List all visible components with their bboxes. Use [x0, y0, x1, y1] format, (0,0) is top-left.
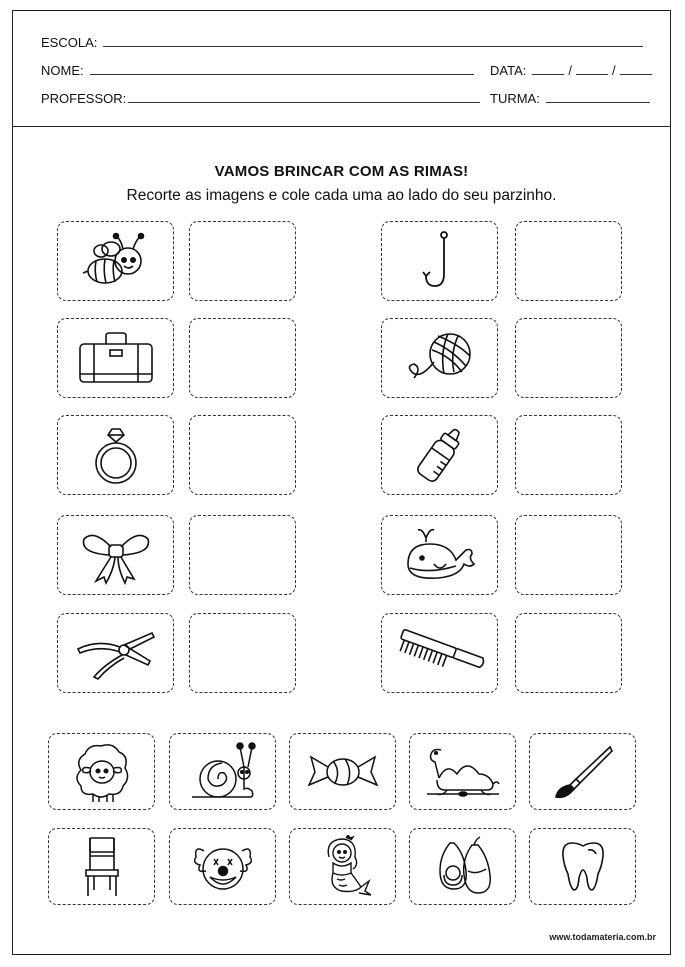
name-label: NOME: [41, 63, 84, 78]
mermaid-icon [315, 835, 371, 899]
avocado-icon [432, 835, 494, 899]
cutout-card-clown[interactable] [169, 828, 276, 905]
suitcase-icon [76, 330, 156, 386]
snail-icon [188, 741, 258, 803]
paintbrush-icon [552, 743, 614, 801]
teacher-label: PROFESSOR: [41, 91, 127, 106]
cutout-card-paintbrush[interactable] [529, 733, 636, 810]
student-info-header [13, 11, 670, 127]
empty-paste-slot[interactable] [515, 318, 622, 398]
picture-card-fish-hook [381, 221, 498, 301]
worksheet-page [12, 10, 671, 955]
date-line [490, 63, 652, 78]
bow-icon [78, 525, 154, 585]
cutout-card-candy[interactable] [289, 733, 396, 810]
empty-paste-slot[interactable] [515, 515, 622, 595]
class-line [490, 91, 650, 106]
camel-icon [423, 744, 503, 800]
picture-card-suitcase [57, 318, 174, 398]
picture-card-comb [381, 613, 498, 693]
empty-paste-slot[interactable] [189, 613, 296, 693]
baby-bottle-icon [400, 424, 480, 486]
cutout-card-chair[interactable] [48, 828, 155, 905]
pliers-icon [74, 625, 158, 681]
ring-icon [91, 423, 141, 487]
cutout-card-snail[interactable] [169, 733, 276, 810]
picture-card-bow [57, 515, 174, 595]
picture-card-whale [381, 515, 498, 595]
empty-paste-slot[interactable] [515, 221, 622, 301]
teacher-line [41, 91, 480, 106]
cutout-card-sheep[interactable] [48, 733, 155, 810]
date-day-field[interactable] [532, 73, 564, 75]
tooth-icon [560, 840, 606, 894]
activity-title: VAMOS BRINCAR COM AS RIMAS! [214, 163, 469, 180]
date-separator: / [611, 63, 616, 78]
sheep-icon [69, 740, 135, 804]
empty-paste-slot[interactable] [189, 318, 296, 398]
date-label: DATA: [490, 63, 527, 78]
cutout-card-camel[interactable] [409, 733, 516, 810]
date-month-field[interactable] [576, 73, 608, 75]
date-year-field[interactable] [620, 73, 652, 75]
school-label: ESCOLA: [41, 35, 98, 50]
empty-paste-slot[interactable] [189, 415, 296, 495]
yarn-ball-icon [404, 328, 476, 388]
picture-card-baby-bottle [381, 415, 498, 495]
school-line [41, 35, 643, 50]
picture-card-ring [57, 415, 174, 495]
teacher-field[interactable] [128, 101, 480, 103]
whale-icon [400, 524, 480, 586]
class-label: TURMA: [490, 91, 540, 106]
picture-card-yarn [381, 318, 498, 398]
cutout-card-avocado[interactable] [409, 828, 516, 905]
bee-icon [81, 231, 151, 291]
chair-icon [82, 836, 122, 898]
activity-instruction: Recorte as imagens e cole cada uma ao lado do seu parzinho. [126, 187, 557, 204]
class-field[interactable] [546, 101, 650, 103]
empty-paste-slot[interactable] [515, 415, 622, 495]
candy-icon [305, 747, 381, 797]
empty-paste-slot[interactable] [189, 221, 296, 301]
school-field[interactable] [103, 45, 643, 47]
comb-icon [392, 625, 488, 681]
name-field[interactable] [90, 73, 474, 75]
clown-icon [190, 837, 256, 897]
cutout-card-mermaid[interactable] [289, 828, 396, 905]
cutout-card-tooth[interactable] [529, 828, 636, 905]
picture-card-pliers [57, 613, 174, 693]
fish-hook-icon [420, 230, 460, 292]
website-credit: www.todamateria.com.br [549, 932, 656, 942]
empty-paste-slot[interactable] [515, 613, 622, 693]
picture-card-bee [57, 221, 174, 301]
date-separator: / [568, 63, 572, 78]
name-line [41, 63, 474, 78]
empty-paste-slot[interactable] [189, 515, 296, 595]
